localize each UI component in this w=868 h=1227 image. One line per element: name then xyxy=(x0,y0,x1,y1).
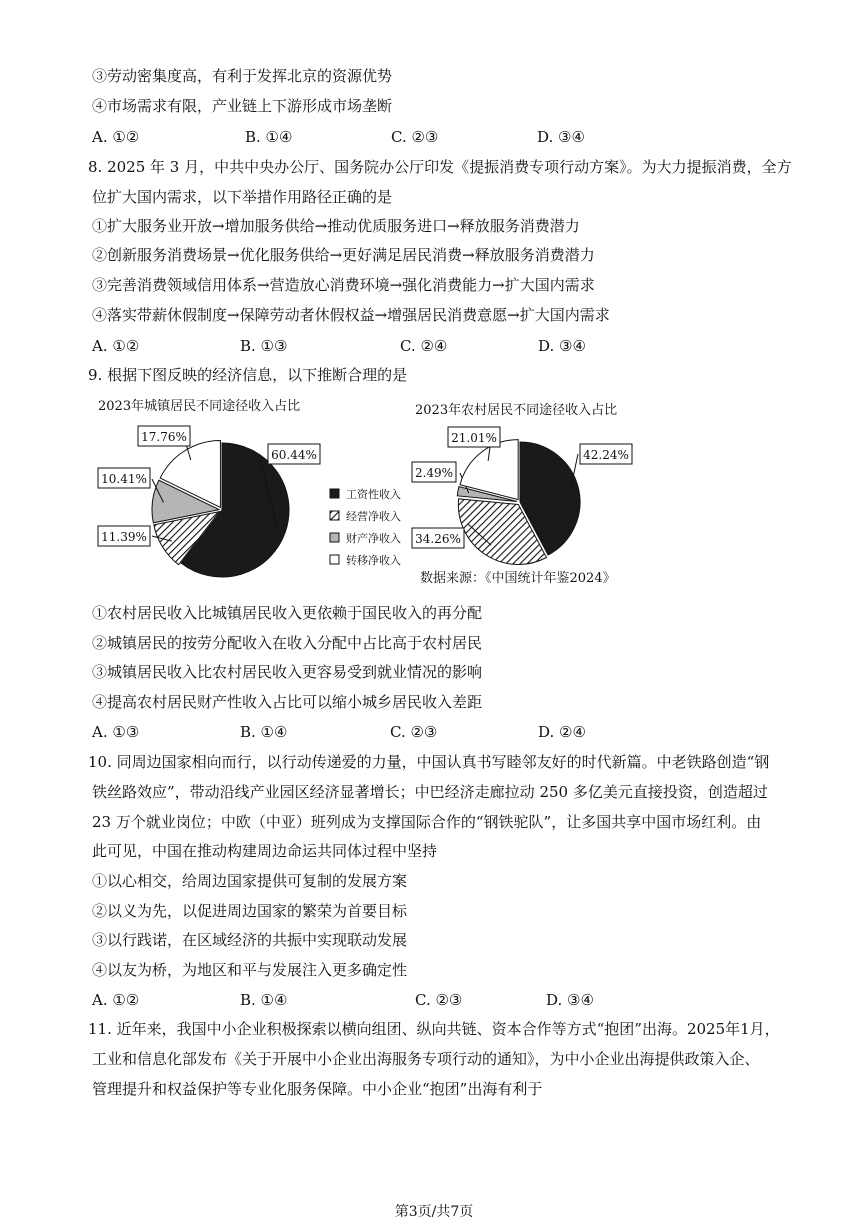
q10-option-d[interactable]: D. ③④ xyxy=(546,991,594,1009)
q7-option-a[interactable]: A. ①② xyxy=(92,128,140,146)
q11-stem-line-3: 管理提升和权益保护等专业化服务保障。中小企业“抱团”出海有利于 xyxy=(92,1080,543,1098)
pie-2-data-label-4: 21.01% xyxy=(451,431,497,445)
q8-item-3: ③完善消费领域信用体系→营造放心消费环境→强化消费能力→扩大国内需求 xyxy=(92,276,595,294)
q10-stem-line-1: 10. 同周边国家相向而行，以行动传递爱的力量，中国认真书写睦邻友好的时代新篇。中老铁路创造“钢 xyxy=(88,753,770,771)
q9-item-1: ①农村居民收入比城镇居民收入更依赖于国民收入的再分配 xyxy=(92,604,483,622)
q9-item-2: ②城镇居民的按劳分配收入在收入分配中占比高于农村居民 xyxy=(92,634,483,652)
q7-item-3: ③劳动密集度高，有利于发挥北京的资源优势 xyxy=(92,67,393,85)
pie-2-data-label-3: 2.49% xyxy=(414,466,454,480)
q8-item-2: ②创新服务消费场景→优化服务供给→更好满足居民消费→释放服务消费潜力 xyxy=(92,246,595,264)
chart-source: 数据来源：《中国统计年鉴2024》 xyxy=(420,571,616,586)
q7-option-b[interactable]: B. ①④ xyxy=(245,128,293,146)
pie-title-2: 2023年农村居民不同途径收入占比 xyxy=(415,403,618,418)
q10-item-4: ④以友为桥，为地区和平与发展注入更多确定性 xyxy=(92,961,408,979)
pie-1-data-label-3: 10.41% xyxy=(101,472,147,486)
q8-stem-line-2: 位扩大国内需求，以下举措作用路径正确的是 xyxy=(92,188,393,206)
q7-options xyxy=(92,127,712,147)
legend-item-1: 工资性收入 xyxy=(346,488,401,501)
q7-item-4: ④市场需求有限，产业链上下游形成市场垄断 xyxy=(92,97,393,115)
q10-option-c[interactable]: C. ②③ xyxy=(415,991,463,1009)
legend-swatch-2 xyxy=(330,511,339,520)
q11-stem-line-2: 工业和信息化部发布《关于开展中小企业出海服务专项行动的通知》，为中小企业出海提供政策入企、 xyxy=(92,1050,760,1068)
legend-swatch-3 xyxy=(330,533,339,542)
q8-option-b[interactable]: B. ①③ xyxy=(240,337,288,355)
legend-item-4: 转移净收入 xyxy=(346,554,401,567)
legend-item-3: 财产净收入 xyxy=(346,532,401,545)
q11-stem-line-1: 11. 近年来，我国中小企业积极探索以横向组团、纵向共链、资本合作等方式“抱团”出海。2025年1月， xyxy=(88,1020,780,1038)
q10-item-2: ②以义为先，以促进周边国家的繁荣为首要目标 xyxy=(92,902,408,920)
legend-swatch-4 xyxy=(330,555,339,564)
q8-stem-line-1: 8. 2025 年 3 月，中共中央办公厅、国务院办公厅印发《提振消费专项行动方案》。为大力提振消费，全方 xyxy=(88,158,792,176)
q8-option-c[interactable]: C. ②④ xyxy=(400,337,448,355)
q8-options xyxy=(92,336,712,356)
q10-option-a[interactable]: A. ①② xyxy=(92,991,140,1009)
q9-option-c[interactable]: C. ②③ xyxy=(390,723,438,741)
income-pie-charts xyxy=(90,392,690,592)
pie-2-data-label-2: 34.26% xyxy=(415,532,461,546)
q8-option-a[interactable]: A. ①② xyxy=(92,337,140,355)
q8-option-d[interactable]: D. ③④ xyxy=(538,337,586,355)
q10-stem-line-4: 此可见，中国在推动构建周边命运共同体过程中坚持 xyxy=(92,842,438,860)
q10-stem-line-2: 铁丝路效应”，带动沿线产业园区经济显著增长；中巴经济走廊拉动 250 多亿美元直接投资，创造超过 xyxy=(92,783,768,801)
q10-item-3: ③以行践诺，在区域经济的共振中实现联动发展 xyxy=(92,931,408,949)
q9-option-a[interactable]: A. ①③ xyxy=(92,723,140,741)
pie-1-data-label-1: 60.44% xyxy=(271,448,317,462)
q9-item-4: ④提高农村居民财产性收入占比可以缩小城乡居民收入差距 xyxy=(92,693,483,711)
q9-options xyxy=(92,722,712,742)
pie-1-data-label-2: 11.39% xyxy=(101,530,147,544)
q7-option-c[interactable]: C. ②③ xyxy=(391,128,439,146)
q8-item-4: ④落实带薪休假制度→保障劳动者休假权益→增强居民消费意愿→扩大国内需求 xyxy=(92,306,610,324)
page-number: 第3页/共7页 xyxy=(394,1204,474,1220)
q7-option-d[interactable]: D. ③④ xyxy=(537,128,585,146)
pie-2-data-label-1: 42.24% xyxy=(583,448,629,462)
q9-item-3: ③城镇居民收入比农村居民收入更容易受到就业情况的影响 xyxy=(92,663,483,681)
q9-stem: 9. 根据下图反映的经济信息，以下推断合理的是 xyxy=(88,366,408,384)
q9-option-b[interactable]: B. ①④ xyxy=(240,723,288,741)
legend-item-2: 经营净收入 xyxy=(346,510,401,523)
q10-stem-line-3: 23 万个就业岗位；中欧（中亚）班列成为支撑国际合作的“钢铁驼队”，让多国共享中国市场红利。由 xyxy=(92,813,762,831)
q10-option-b[interactable]: B. ①④ xyxy=(240,991,288,1009)
pie-1-data-label-4: 17.76% xyxy=(141,430,187,444)
q10-options xyxy=(92,990,732,1010)
legend-swatch-1 xyxy=(330,489,339,498)
q10-item-1: ①以心相交，给周边国家提供可复制的发展方案 xyxy=(92,872,408,890)
q9-option-d[interactable]: D. ②④ xyxy=(538,723,586,741)
pie-title-1: 2023年城镇居民不同途径收入占比 xyxy=(98,399,301,414)
q8-item-1: ①扩大服务业开放→增加服务供给→推动优质服务进口→释放服务消费潜力 xyxy=(92,217,580,235)
